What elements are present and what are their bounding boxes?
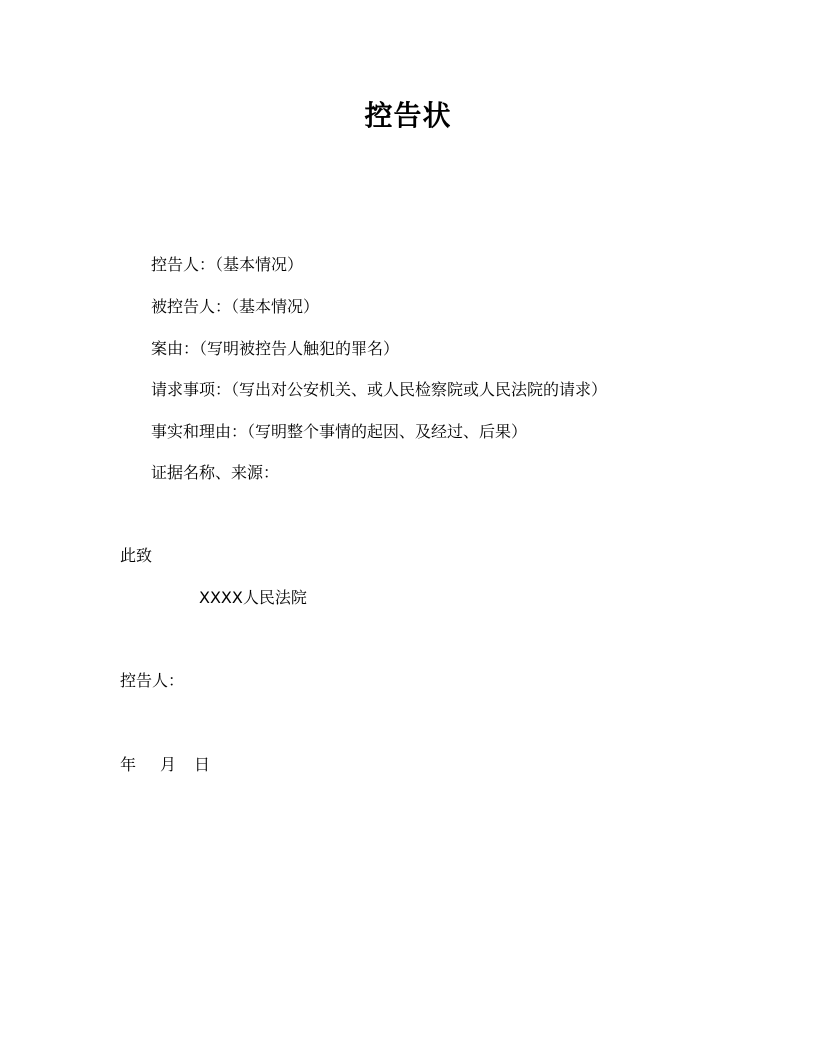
- closing-salutation: 此致: [120, 546, 153, 565]
- date-year-label: 年: [120, 755, 137, 774]
- document-title: 控告状: [364, 99, 452, 132]
- field-cause: 案由：（写明被控告人触犯的罪名）: [151, 339, 400, 358]
- date-day-label: 日: [194, 755, 211, 774]
- date-month-label: 月: [160, 755, 177, 774]
- field-complainant: 控告人：（基本情况）: [151, 255, 304, 274]
- field-facts-reasons: 事实和理由：（写明整个事情的起因、及经过、后果）: [151, 422, 528, 441]
- signature-label: 控告人：: [120, 671, 185, 690]
- field-requests: 请求事项：（写出对公安机关、或人民检察院或人民法院的请求）: [151, 380, 608, 399]
- field-evidence: 证据名称、来源：: [151, 463, 280, 482]
- date-line: [120, 754, 210, 776]
- field-defendant: 被控告人：（基本情况）: [151, 297, 320, 316]
- addressee-court: XXXX人民法院: [199, 588, 307, 607]
